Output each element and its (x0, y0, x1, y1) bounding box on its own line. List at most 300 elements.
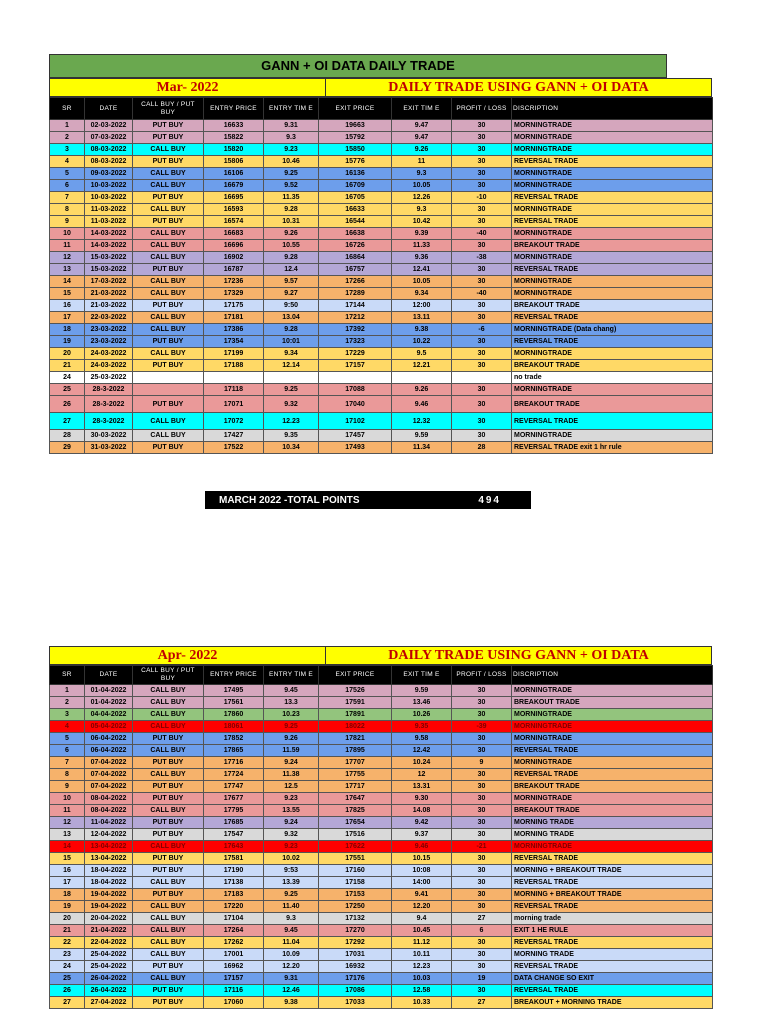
exit-price-cell: 16633 (319, 204, 392, 216)
profit-loss-cell: 30 (452, 360, 512, 372)
description-cell: MORNINGTRADE (512, 132, 713, 144)
trade-rows (50, 685, 713, 1009)
column-header-entry-time: ENTRY TIM E (264, 98, 319, 120)
column-header-row (50, 98, 713, 120)
entry-price-cell: 17138 (204, 877, 264, 889)
date-cell: 18-04-2022 (85, 877, 133, 889)
entry-time-cell: 12.23 (264, 413, 319, 430)
entry-time-cell: 9.45 (264, 685, 319, 697)
entry-time-cell: 9.24 (264, 757, 319, 769)
trade-type-cell (133, 384, 204, 396)
table-row (50, 805, 713, 817)
exit-time-cell: 10.11 (392, 949, 452, 961)
sr-cell: 1 (50, 685, 85, 697)
entry-price-cell: 17072 (204, 413, 264, 430)
entry-price-cell: 17685 (204, 817, 264, 829)
march-total-bar (205, 491, 531, 509)
description-cell: MORNINGTRADE (512, 685, 713, 697)
trade-type-cell: CALL BUY (133, 204, 204, 216)
table-row (50, 264, 713, 276)
entry-price-cell: 16902 (204, 252, 264, 264)
trade-type-cell: PUT BUY (133, 336, 204, 348)
entry-time-cell: 9:53 (264, 865, 319, 877)
description-cell: MORNINGTRADE (512, 757, 713, 769)
sr-cell: 2 (50, 697, 85, 709)
trade-type-cell: CALL BUY (133, 180, 204, 192)
description-cell: REVERSAL TRADE (512, 216, 713, 228)
profit-loss-cell: 30 (452, 829, 512, 841)
exit-price-cell: 18022 (319, 721, 392, 733)
table-row (50, 889, 713, 901)
entry-time-cell: 9.35 (264, 430, 319, 442)
date-cell: 05-04-2022 (85, 721, 133, 733)
date-cell: 06-04-2022 (85, 733, 133, 745)
date-cell: 21-04-2022 (85, 925, 133, 937)
entry-time-cell: 10.46 (264, 156, 319, 168)
entry-time-cell: 9.25 (264, 168, 319, 180)
month-header-row (49, 78, 712, 97)
table-row (50, 348, 713, 360)
exit-time-cell: 12.42 (392, 745, 452, 757)
profit-loss-cell: 30 (452, 120, 512, 132)
profit-loss-cell: 30 (452, 312, 512, 324)
sr-cell: 4 (50, 156, 85, 168)
profit-loss-cell: 27 (452, 997, 512, 1009)
profit-loss-cell: 28 (452, 442, 512, 454)
sr-cell: 17 (50, 877, 85, 889)
entry-price-cell: 15820 (204, 144, 264, 156)
sr-cell: 17 (50, 312, 85, 324)
sr-cell: 9 (50, 781, 85, 793)
exit-time-cell: 12.21 (392, 360, 452, 372)
date-cell: 07-04-2022 (85, 769, 133, 781)
date-cell: 23-03-2022 (85, 324, 133, 336)
column-header-exit: EXIT PRICE (319, 98, 392, 120)
entry-time-cell: 10:01 (264, 336, 319, 348)
exit-time-cell (392, 372, 452, 384)
entry-time-cell: 9.45 (264, 925, 319, 937)
entry-time-cell: 10.09 (264, 949, 319, 961)
sheet-subtitle: DAILY TRADE USING GANN + OI DATA (326, 646, 712, 665)
sr-cell: 22 (50, 937, 85, 949)
table-row (50, 733, 713, 745)
sr-cell: 11 (50, 240, 85, 252)
sr-cell: 20 (50, 913, 85, 925)
column-header-desc: DISCRIPTION (512, 666, 713, 685)
exit-price-cell: 17176 (319, 973, 392, 985)
exit-price-cell: 17622 (319, 841, 392, 853)
entry-price-cell: 17001 (204, 949, 264, 961)
exit-time-cell: 9.34 (392, 288, 452, 300)
exit-time-cell: 11.34 (392, 442, 452, 454)
date-cell: 09-03-2022 (85, 168, 133, 180)
table-row (50, 925, 713, 937)
exit-price-cell: 16757 (319, 264, 392, 276)
entry-time-cell: 9.34 (264, 348, 319, 360)
sr-cell: 15 (50, 288, 85, 300)
sr-cell: 6 (50, 180, 85, 192)
profit-loss-cell: 30 (452, 901, 512, 913)
trade-type-cell: CALL BUY (133, 288, 204, 300)
table-row (50, 697, 713, 709)
description-cell: REVERSAL TRADE (512, 336, 713, 348)
trade-type-cell: CALL BUY (133, 805, 204, 817)
profit-loss-cell: 30 (452, 384, 512, 396)
description-cell: REVERSAL TRADE (512, 413, 713, 430)
exit-time-cell: 13.31 (392, 781, 452, 793)
trade-type-cell: CALL BUY (133, 973, 204, 985)
march-trade-sheet (49, 54, 712, 454)
trade-type-cell: CALL BUY (133, 721, 204, 733)
sr-cell: 3 (50, 144, 85, 156)
exit-time-cell: 9.38 (392, 324, 452, 336)
entry-price-cell: 17236 (204, 276, 264, 288)
entry-price-cell: 17852 (204, 733, 264, 745)
entry-time-cell: 13.39 (264, 877, 319, 889)
table-row (50, 204, 713, 216)
entry-time-cell: 9.31 (264, 120, 319, 132)
profit-loss-cell: 30 (452, 949, 512, 961)
entry-time-cell: 10.02 (264, 853, 319, 865)
entry-price-cell: 16787 (204, 264, 264, 276)
description-cell: MORNINGTRADE (512, 430, 713, 442)
entry-price-cell: 17795 (204, 805, 264, 817)
trade-type-cell: CALL BUY (133, 228, 204, 240)
description-cell: BREAKOUT TRADE (512, 396, 713, 413)
column-header-date: DATE (85, 666, 133, 685)
profit-loss-cell: 30 (452, 132, 512, 144)
entry-price-cell: 17264 (204, 925, 264, 937)
sr-cell: 14 (50, 841, 85, 853)
exit-time-cell: 12.41 (392, 264, 452, 276)
entry-price-cell: 17547 (204, 829, 264, 841)
entry-price-cell: 15806 (204, 156, 264, 168)
table-row (50, 192, 713, 204)
table-row (50, 240, 713, 252)
profit-loss-cell: 30 (452, 685, 512, 697)
exit-time-cell: 12:00 (392, 300, 452, 312)
exit-price-cell: 17717 (319, 781, 392, 793)
date-cell: 22-04-2022 (85, 937, 133, 949)
profit-loss-cell: 30 (452, 348, 512, 360)
entry-price-cell: 17116 (204, 985, 264, 997)
profit-loss-cell: 30 (452, 336, 512, 348)
description-cell: REVERSAL TRADE (512, 937, 713, 949)
description-cell: MORNINGTRADE (512, 793, 713, 805)
entry-time-cell: 12.4 (264, 264, 319, 276)
trade-type-cell (133, 372, 204, 384)
entry-time-cell: 12.46 (264, 985, 319, 997)
exit-time-cell: 12.58 (392, 985, 452, 997)
date-cell: 25-04-2022 (85, 949, 133, 961)
exit-price-cell: 16705 (319, 192, 392, 204)
date-cell: 08-03-2022 (85, 144, 133, 156)
date-cell: 18-04-2022 (85, 865, 133, 877)
exit-time-cell: 10.24 (392, 757, 452, 769)
entry-price-cell: 17581 (204, 853, 264, 865)
entry-time-cell: 10.55 (264, 240, 319, 252)
entry-time-cell: 9.26 (264, 733, 319, 745)
sr-cell: 24 (50, 961, 85, 973)
entry-price-cell: 17522 (204, 442, 264, 454)
trade-type-cell: PUT BUY (133, 865, 204, 877)
exit-time-cell: 9.58 (392, 733, 452, 745)
exit-price-cell: 17229 (319, 348, 392, 360)
date-cell: 12-04-2022 (85, 829, 133, 841)
exit-price-cell: 17551 (319, 853, 392, 865)
table-row (50, 324, 713, 336)
table-row (50, 781, 713, 793)
sr-cell: 26 (50, 985, 85, 997)
exit-price-cell: 17088 (319, 384, 392, 396)
sr-cell: 5 (50, 733, 85, 745)
trade-type-cell: CALL BUY (133, 697, 204, 709)
table-row (50, 144, 713, 156)
column-header-date: DATE (85, 98, 133, 120)
exit-price-cell: 15792 (319, 132, 392, 144)
month-header-row (49, 646, 712, 665)
entry-price-cell: 17354 (204, 336, 264, 348)
date-cell: 19-04-2022 (85, 901, 133, 913)
sr-cell: 28 (50, 430, 85, 442)
entry-time-cell: 13.55 (264, 805, 319, 817)
table-row (50, 721, 713, 733)
entry-time-cell: 12.14 (264, 360, 319, 372)
date-cell: 25-03-2022 (85, 372, 133, 384)
exit-time-cell: 11 (392, 156, 452, 168)
column-header-entry: ENTRY PRICE (204, 98, 264, 120)
date-cell: 27-04-2022 (85, 997, 133, 1009)
table-row (50, 442, 713, 454)
entry-price-cell: 17118 (204, 384, 264, 396)
exit-price-cell: 17825 (319, 805, 392, 817)
entry-time-cell: 13.3 (264, 697, 319, 709)
exit-time-cell: 10.05 (392, 180, 452, 192)
profit-loss-cell: 30 (452, 156, 512, 168)
entry-time-cell: 9.38 (264, 997, 319, 1009)
profit-loss-cell: 30 (452, 180, 512, 192)
entry-time-cell: 9.3 (264, 913, 319, 925)
sr-cell: 7 (50, 757, 85, 769)
description-cell: MORNINGTRADE (512, 204, 713, 216)
description-cell: BREAKOUT + MORNING TRADE (512, 997, 713, 1009)
entry-price-cell: 16593 (204, 204, 264, 216)
trade-type-cell: PUT BUY (133, 216, 204, 228)
exit-time-cell: 12.23 (392, 961, 452, 973)
profit-loss-cell: 30 (452, 853, 512, 865)
exit-price-cell: 17158 (319, 877, 392, 889)
sr-cell: 26 (50, 396, 85, 413)
column-header-sr: SR (50, 666, 85, 685)
trade-type-cell: PUT BUY (133, 757, 204, 769)
description-cell: REVERSAL TRADE (512, 192, 713, 204)
date-cell: 26-04-2022 (85, 985, 133, 997)
trade-rows (50, 120, 713, 454)
exit-price-cell: 17153 (319, 889, 392, 901)
trade-type-cell: PUT BUY (133, 300, 204, 312)
trade-type-cell: CALL BUY (133, 240, 204, 252)
entry-price-cell: 17561 (204, 697, 264, 709)
profit-loss-cell: 30 (452, 276, 512, 288)
entry-price-cell: 17386 (204, 324, 264, 336)
profit-loss-cell: 30 (452, 216, 512, 228)
exit-time-cell: 9.46 (392, 841, 452, 853)
april-trade-table (49, 665, 713, 1009)
trade-type-cell: PUT BUY (133, 817, 204, 829)
total-label: MARCH 2022 -TOTAL POINTS (219, 494, 360, 506)
exit-price-cell: 17102 (319, 413, 392, 430)
column-header-desc: DISCRIPTION (512, 98, 713, 120)
trade-type-cell: PUT BUY (133, 264, 204, 276)
description-cell: EXIT 1 HE RULE (512, 925, 713, 937)
sr-cell: 18 (50, 324, 85, 336)
date-cell: 28-3-2022 (85, 413, 133, 430)
trade-type-cell: CALL BUY (133, 252, 204, 264)
entry-price-cell: 17220 (204, 901, 264, 913)
trade-type-cell: CALL BUY (133, 144, 204, 156)
sr-cell: 8 (50, 769, 85, 781)
total-value: 494 (478, 494, 501, 506)
trade-type-cell: CALL BUY (133, 925, 204, 937)
exit-price-cell: 17526 (319, 685, 392, 697)
exit-time-cell: 10.26 (392, 709, 452, 721)
profit-loss-cell (452, 372, 512, 384)
trade-type-cell: PUT BUY (133, 853, 204, 865)
entry-time-cell: 9.52 (264, 180, 319, 192)
entry-price-cell: 17643 (204, 841, 264, 853)
date-cell: 07-03-2022 (85, 132, 133, 144)
table-row (50, 180, 713, 192)
entry-time-cell: 9:50 (264, 300, 319, 312)
date-cell: 15-03-2022 (85, 264, 133, 276)
profit-loss-cell: 30 (452, 264, 512, 276)
description-cell: REVERSAL TRADE (512, 769, 713, 781)
exit-time-cell: 10.03 (392, 973, 452, 985)
exit-price-cell: 17755 (319, 769, 392, 781)
exit-time-cell: 9.4 (392, 913, 452, 925)
entry-time-cell: 13.04 (264, 312, 319, 324)
exit-price-cell: 17086 (319, 985, 392, 997)
entry-price-cell: 17724 (204, 769, 264, 781)
profit-loss-cell: -40 (452, 228, 512, 240)
description-cell: BREAKOUT TRADE (512, 697, 713, 709)
sr-cell: 11 (50, 805, 85, 817)
exit-price-cell: 16638 (319, 228, 392, 240)
column-header-entry-time: ENTRY TIM E (264, 666, 319, 685)
date-cell: 10-03-2022 (85, 192, 133, 204)
date-cell: 23-03-2022 (85, 336, 133, 348)
entry-time-cell: 12.5 (264, 781, 319, 793)
entry-price-cell: 16695 (204, 192, 264, 204)
sr-cell: 1 (50, 120, 85, 132)
table-row (50, 300, 713, 312)
profit-loss-cell: 30 (452, 817, 512, 829)
sr-cell: 21 (50, 360, 85, 372)
exit-price-cell: 17707 (319, 757, 392, 769)
date-cell: 21-03-2022 (85, 300, 133, 312)
sr-cell: 12 (50, 817, 85, 829)
trade-type-cell: PUT BUY (133, 132, 204, 144)
sr-cell: 20 (50, 348, 85, 360)
exit-time-cell: 9.26 (392, 384, 452, 396)
column-header-exit-time: EXIT TIM E (392, 98, 452, 120)
exit-time-cell: 9.59 (392, 685, 452, 697)
entry-time-cell: 11.38 (264, 769, 319, 781)
date-cell: 08-03-2022 (85, 156, 133, 168)
column-header-exit-time: EXIT TIM E (392, 666, 452, 685)
table-row (50, 430, 713, 442)
exit-time-cell: 9.47 (392, 120, 452, 132)
exit-price-cell: 17266 (319, 276, 392, 288)
sr-cell: 18 (50, 889, 85, 901)
table-row (50, 793, 713, 805)
exit-time-cell: 12 (392, 769, 452, 781)
profit-loss-cell: 30 (452, 769, 512, 781)
exit-price-cell: 17654 (319, 817, 392, 829)
trade-type-cell: CALL BUY (133, 430, 204, 442)
trade-type-cell: CALL BUY (133, 168, 204, 180)
date-cell: 01-04-2022 (85, 697, 133, 709)
trade-type-cell: CALL BUY (133, 949, 204, 961)
date-cell: 10-03-2022 (85, 180, 133, 192)
date-cell: 11-03-2022 (85, 204, 133, 216)
date-cell: 17-03-2022 (85, 276, 133, 288)
exit-price-cell: 17292 (319, 937, 392, 949)
entry-time-cell: 9.25 (264, 721, 319, 733)
table-row (50, 865, 713, 877)
entry-price-cell: 17716 (204, 757, 264, 769)
entry-time-cell: 11.35 (264, 192, 319, 204)
exit-time-cell: 12.32 (392, 413, 452, 430)
table-row (50, 288, 713, 300)
description-cell: morning trade (512, 913, 713, 925)
date-cell: 22-03-2022 (85, 312, 133, 324)
exit-price-cell: 17493 (319, 442, 392, 454)
month-label: Apr- 2022 (49, 646, 326, 665)
entry-price-cell: 16683 (204, 228, 264, 240)
date-cell: 08-04-2022 (85, 805, 133, 817)
table-row (50, 997, 713, 1009)
profit-loss-cell: 9 (452, 757, 512, 769)
trade-type-cell: CALL BUY (133, 348, 204, 360)
exit-price-cell: 17212 (319, 312, 392, 324)
table-row (50, 336, 713, 348)
column-header-pl: PROFIT / LOSS (452, 666, 512, 685)
profit-loss-cell: 30 (452, 865, 512, 877)
date-cell: 13-04-2022 (85, 841, 133, 853)
description-cell: REVERSAL TRADE (512, 156, 713, 168)
exit-price-cell: 17289 (319, 288, 392, 300)
date-cell: 14-03-2022 (85, 240, 133, 252)
exit-price-cell: 16932 (319, 961, 392, 973)
entry-price-cell: 17175 (204, 300, 264, 312)
table-row (50, 709, 713, 721)
date-cell: 13-04-2022 (85, 853, 133, 865)
exit-price-cell: 19663 (319, 120, 392, 132)
trade-type-cell: PUT BUY (133, 829, 204, 841)
column-header-type: CALL BUY / PUT BUY (133, 666, 204, 685)
column-header-pl: PROFIT / LOSS (452, 98, 512, 120)
exit-time-cell: 14.08 (392, 805, 452, 817)
date-cell: 06-04-2022 (85, 745, 133, 757)
entry-price-cell: 16106 (204, 168, 264, 180)
profit-loss-cell: -10 (452, 192, 512, 204)
table-row (50, 817, 713, 829)
description-cell: REVERSAL TRADE (512, 901, 713, 913)
description-cell: no trade (512, 372, 713, 384)
description-cell: REVERSAL TRADE (512, 985, 713, 997)
profit-loss-cell: 19 (452, 973, 512, 985)
